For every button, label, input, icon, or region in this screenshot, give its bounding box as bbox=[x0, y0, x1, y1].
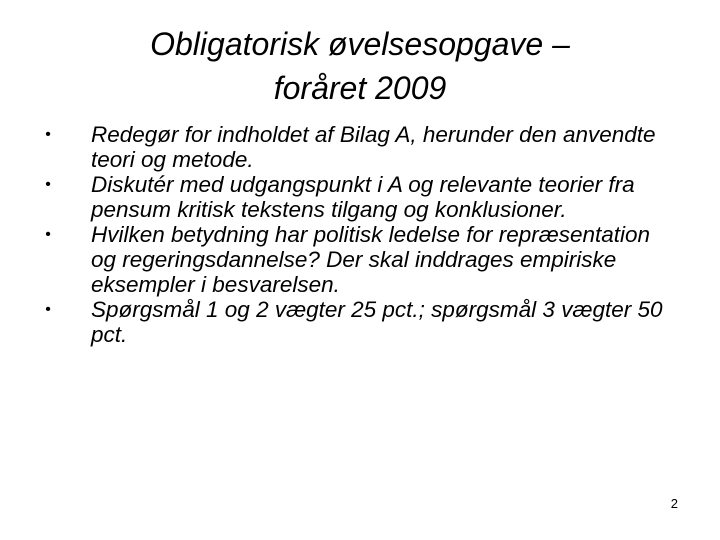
bullet-text: Diskutér med udgangspunkt i A og relevante teorier fra pensum kritisk tekstens tilgang og konklusioner. bbox=[91, 172, 635, 222]
bullet-icon: • bbox=[45, 301, 51, 318]
page-number: 2 bbox=[670, 496, 678, 511]
slide-title bbox=[60, 22, 660, 110]
slide-title-line-1: Obligatorisk øvelsesopgave – bbox=[150, 26, 570, 62]
bullet-item-4 bbox=[38, 297, 678, 347]
bullet-text: Spørgsmål 1 og 2 vægter 25 pct.; spørgsmål 3 vægter 50 pct. bbox=[91, 297, 663, 347]
bullet-item-3 bbox=[38, 222, 678, 297]
bullet-icon: • bbox=[45, 176, 51, 193]
bullet-item-1 bbox=[38, 122, 678, 172]
bullet-icon: • bbox=[45, 126, 51, 143]
bullet-list bbox=[38, 122, 678, 347]
slide-title-line-2: foråret 2009 bbox=[273, 70, 447, 106]
bullet-text: Redegør for indholdet af Bilag A, herunder den anvendte teori og metode. bbox=[91, 122, 656, 172]
bullet-text: Hvilken betydning har politisk ledelse for repræsentation og regeringsdannelse? Der skal inddrages empiriske eksempler i besvarelsen. bbox=[91, 222, 651, 297]
bullet-item-2 bbox=[38, 172, 678, 222]
bullet-icon: • bbox=[45, 226, 51, 243]
